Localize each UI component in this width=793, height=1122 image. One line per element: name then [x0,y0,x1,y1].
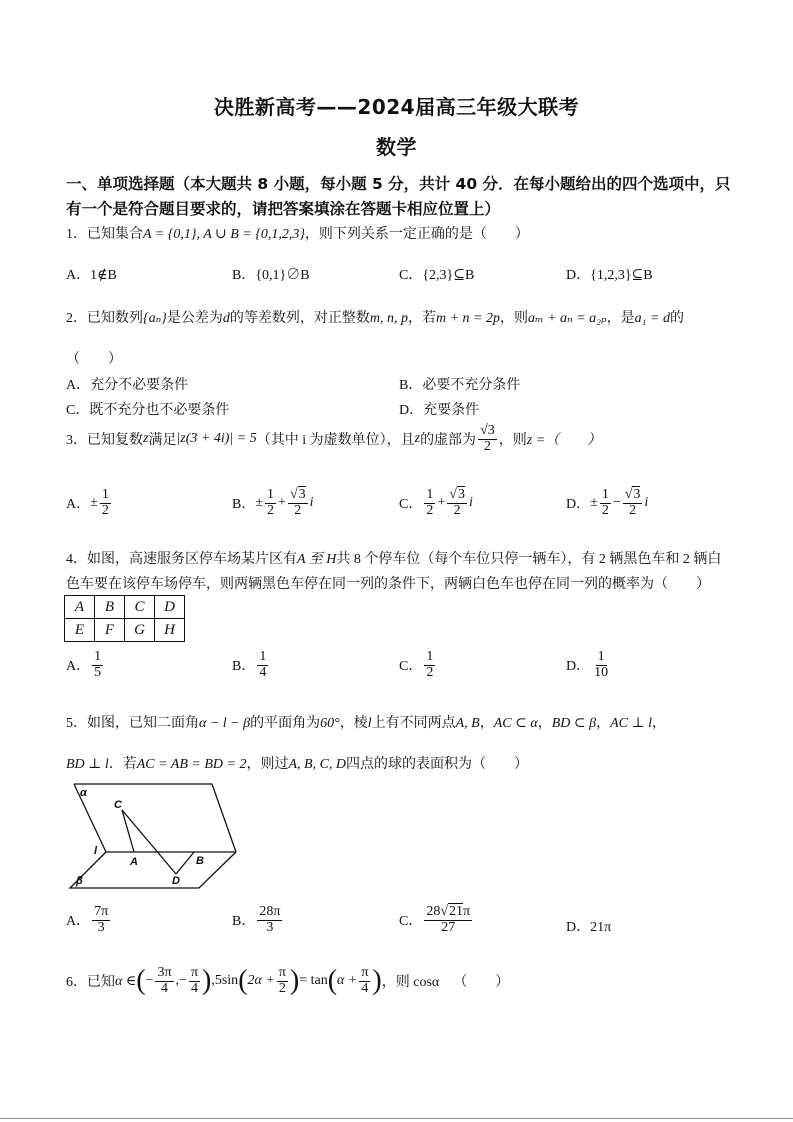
label-b: B [196,855,204,867]
parking-slot-d: D [155,596,185,619]
q1-option-d[interactable]: D．{1,2,3}⊆B [566,268,653,283]
label-alpha: α [80,787,87,799]
q3-mid3: 的虚部为 [420,433,477,449]
question-4-line2: 色车要在该停车场停车，则两辆黑色车停在同一列的条件下，两辆白色车也停在同一列的概率为（ ） [66,577,710,592]
q2-text-b: 是公差为 [166,311,223,326]
question-2 [66,307,684,327]
q2-text-a: 2．已知数列 [66,311,143,326]
plane-alpha-outline [74,784,236,852]
dihedral-angle-figure [64,780,249,892]
q4-option-b[interactable]: B． $\frac{1}{4}$ [232,649,267,680]
question-5-line2: BD ⊥ l．若AC = AB = BD = 2，则过A, B, C, D四点的球的表面积为（ ） [66,757,529,772]
q3-mid1: 满足 [148,433,177,449]
label-a: A [130,856,138,868]
q5-option-d[interactable]: D．21π [566,920,612,935]
q1-sets: A = {0,1}, A ∪ B = {0,1,2,3} [143,227,305,242]
q1-prefix: 1．已知集合 [66,227,143,242]
q3-prefix: 3．已知复数 [66,433,143,449]
q5-option-c[interactable]: C． $\frac{28√21\pi}{27}$ [399,904,471,935]
q5-option-a[interactable]: A． $\frac{7\pi}{3}$ [66,904,109,935]
parking-slot-c: C [125,596,155,619]
q4-option-c[interactable]: C． $\frac{1}{2}$ [399,649,434,680]
q3-z: z [143,431,149,447]
parking-grid [64,595,185,642]
q4-option-d[interactable]: D． $\frac{1}{10}$ [566,649,609,680]
parking-slot-a: A [65,596,95,619]
q2-text-c: 的等差数列，对正整数 [229,311,370,326]
q2-option-b[interactable]: B．必要不充分条件 [399,378,521,393]
label-d: D [172,875,180,887]
q3-eq: |z(3 + 4i)| = 5 [176,431,257,447]
parking-slot-g: G [125,619,155,642]
q2-cond: m + n = 2p [436,311,501,326]
q4-option-a[interactable]: A． $\frac{1}{5}$ [66,649,102,680]
q2-seq: {aₙ} [143,311,167,326]
q1-suffix: ，则下列关系一定正确的是（ ） [304,227,529,242]
q2-option-d[interactable]: D．充要条件 [399,403,480,418]
q3-imag-fraction: $\frac{√3}{2}$ [480,423,495,454]
q2-text-f: ，是 [606,311,635,326]
section-heading-line2: 有一个是符合题目要求的，请把答案填涂在答题卡相应位置上） [66,200,501,218]
q2-concl: aₘ + aₙ = a₂ₚ [528,311,607,326]
q2-option-c[interactable]: C．既不充分也不必要条件 [66,403,230,418]
segment-bd [176,852,194,874]
subject-title: 数学 [376,135,417,159]
question-1 [66,223,529,243]
q1-option-a[interactable]: A．1∉B [66,268,117,283]
q2-text-d: ，若 [408,311,436,326]
q2-text-g: 的 [669,311,684,326]
q3-suffix: ，则 [498,433,527,449]
question-5-line1: 5．如图，已知二面角α − l − β的平面角为60°，棱l上有不同两点A, B，AC ⊂ α，BD ⊂ β，AC ⊥ l， [66,716,667,731]
q3-tail: z =（ ） [526,433,602,449]
q3-option-c[interactable]: C． $\frac{1}{2}$ + $\frac{√3}{2}$ i [399,487,473,518]
plane-alpha-left-edge [74,784,106,852]
label-c: C [114,799,122,811]
q1-option-b[interactable]: B．{0,1}∅B [232,268,310,283]
q2-mnp: m, n, p [369,311,408,326]
parking-slot-f: F [95,619,125,642]
q3-z2: z [414,431,421,447]
q3-mid2: （其中 i 为虚数单位），且 [256,433,415,449]
q3-option-d[interactable]: D． ± $\frac{1}{2}$ − $\frac{√3}{2}$ i [566,487,649,518]
q2-blank: （ ） [66,352,122,367]
section-heading-line1: 一、单项选择题（本大题共 8 小题，每小题 5 分，共计 40 分．在每小题给出的四个选项中，只 [66,175,731,193]
q1-option-c[interactable]: C．{2,3}⊆B [399,268,475,283]
q2-a1d: a₁ = d [634,311,670,326]
question-4-line1: 4．如图，高速服务区停车场某片区有A 至 H共 8 个停车位（每个车位只停一辆车），有 2 辆黑色车和 2 辆白 [66,552,722,567]
page-bottom-divider [0,1118,793,1119]
parking-slot-b: B [95,596,125,619]
q3-option-a[interactable]: A． ± $\frac{1}{2}$ [66,487,109,518]
q2-option-a[interactable]: A．充分不必要条件 [66,378,189,393]
q2-d: d [222,311,230,326]
exam-title: 决胜新高考——2024届高三年级大联考 [213,95,580,119]
parking-slot-h: H [155,619,185,642]
label-l: l [94,845,98,857]
label-beta: β [76,875,83,887]
q3-option-b[interactable]: B． ± $\frac{1}{2}$ + $\frac{√3}{2}$ i [232,487,314,518]
q2-text-e: ，则 [500,311,529,326]
question-6: 6．已知 α ∈ ( − $\frac{3\pi}{4}$ , − $\frac{\pi}{4}$ ) , 5sin ( 2α + $\frac{\pi}{2}$ ) = tan ( α + $\frac{\pi}{4}$ ) ，则 cosα （ ） [66,964,510,996]
parking-slot-e: E [65,619,95,642]
plane-beta-outline [70,852,236,888]
question-3 [66,424,601,454]
q5-option-b[interactable]: B． $\frac{28\pi}{3}$ [232,904,281,935]
